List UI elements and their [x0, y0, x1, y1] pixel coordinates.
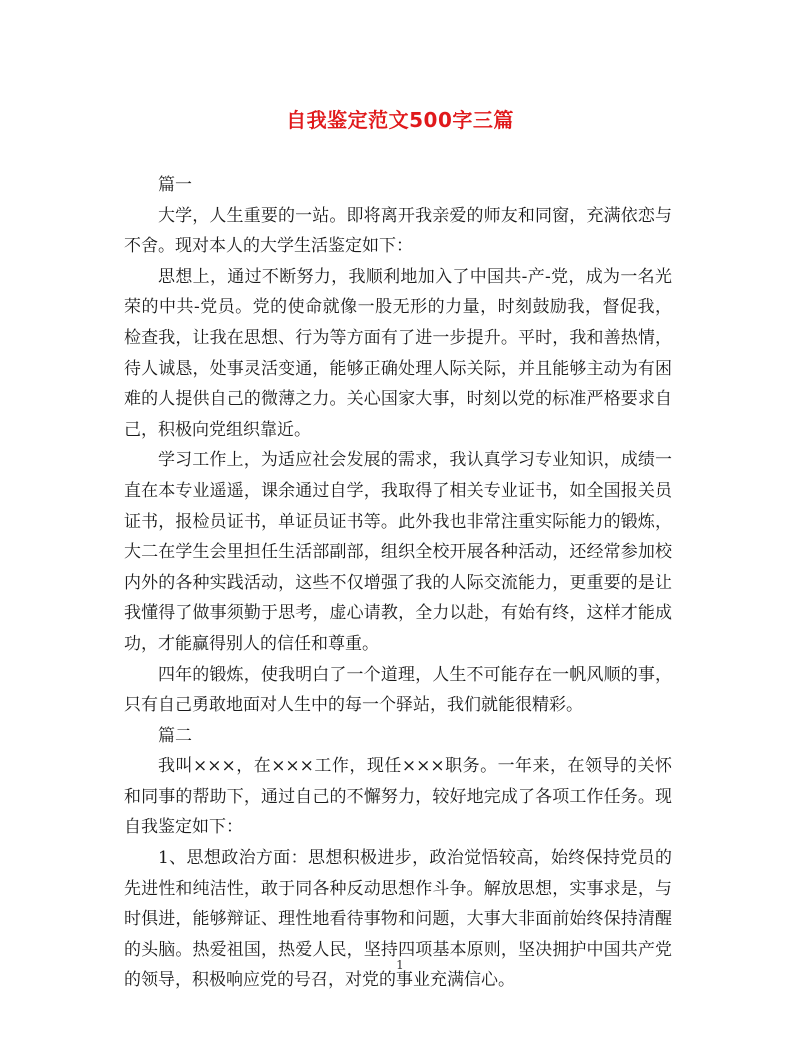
paragraph: 四年的锻炼，使我明白了一个道理，人生不可能存在一帆风顺的事，只有自己勇敢地面对人生中的每一个驿站，我们就能很精彩。: [124, 664, 672, 716]
document-title: 自我鉴定范文500字三篇: [286, 108, 514, 132]
paragraph: 大学，人生重要的一站。即将离开我亲爱的师友和同窗，充满依恋与不舍。现对本人的大学生活鉴定如下：: [124, 205, 672, 257]
paragraph: 我叫×××，在×××工作，现任×××职务。一年来，在领导的关怀和同事的帮助下，通过自己的不懈努力，较好地完成了各项工作任务。现自我鉴定如下：: [124, 756, 672, 838]
document-body: [124, 170, 672, 996]
paragraph: 学习工作上，为适应社会发展的需求，我认真学习专业知识，成绩一直在本专业遥遥，课余通过自学，我取得了相关专业证书，如全国报关员证书，报检员证书，单证员证书等。此外我也非常注重实际能力的锻炼，大二在学生会里担任生活部副部，组织全校开展各种活动，还经常参加校内外的各种实践活动，这些不仅增强了我的人际交流能力，更重要的是让我懂得了做事须勤于思考，虚心请教，全力以赴，有始有终，这样才能成功，才能赢得别人的信任和尊重。: [124, 450, 672, 654]
section-heading-1: 篇一: [158, 175, 192, 195]
paragraph: 思想上，通过不断努力，我顺利地加入了中国共-产-党，成为一名光荣的中共-党员。党的使命就像一股无形的力量，时刻鼓励我，督促我，检查我，让我在思想、行为等方面有了进一步提升。平时，我和善热情，待人诚恳，处事灵活变通，能够正确处理人际关际，并且能够主动为有困难的人提供自己的微薄之力。关心国家大事，时刻以党的标准严格要求自己，积极向党组织靠近。: [124, 266, 672, 440]
paragraph: 1、思想政治方面：思想积极进步，政治觉悟较高，始终保持党员的先进性和纯洁性，敢于同各种反动思想作斗争。解放思想，实事求是，与时俱进，能够辩证、理性地看待事物和问题，大事大非面前始终保持清醒的头脑。热爱祖国，热爱人民，坚持四项基本原则，坚决拥护中国共产党的领导，积极响应党的号召，对党的事业充满信心。: [124, 848, 672, 991]
page-number: 1: [396, 958, 404, 972]
section-heading-2: 篇二: [158, 725, 192, 746]
